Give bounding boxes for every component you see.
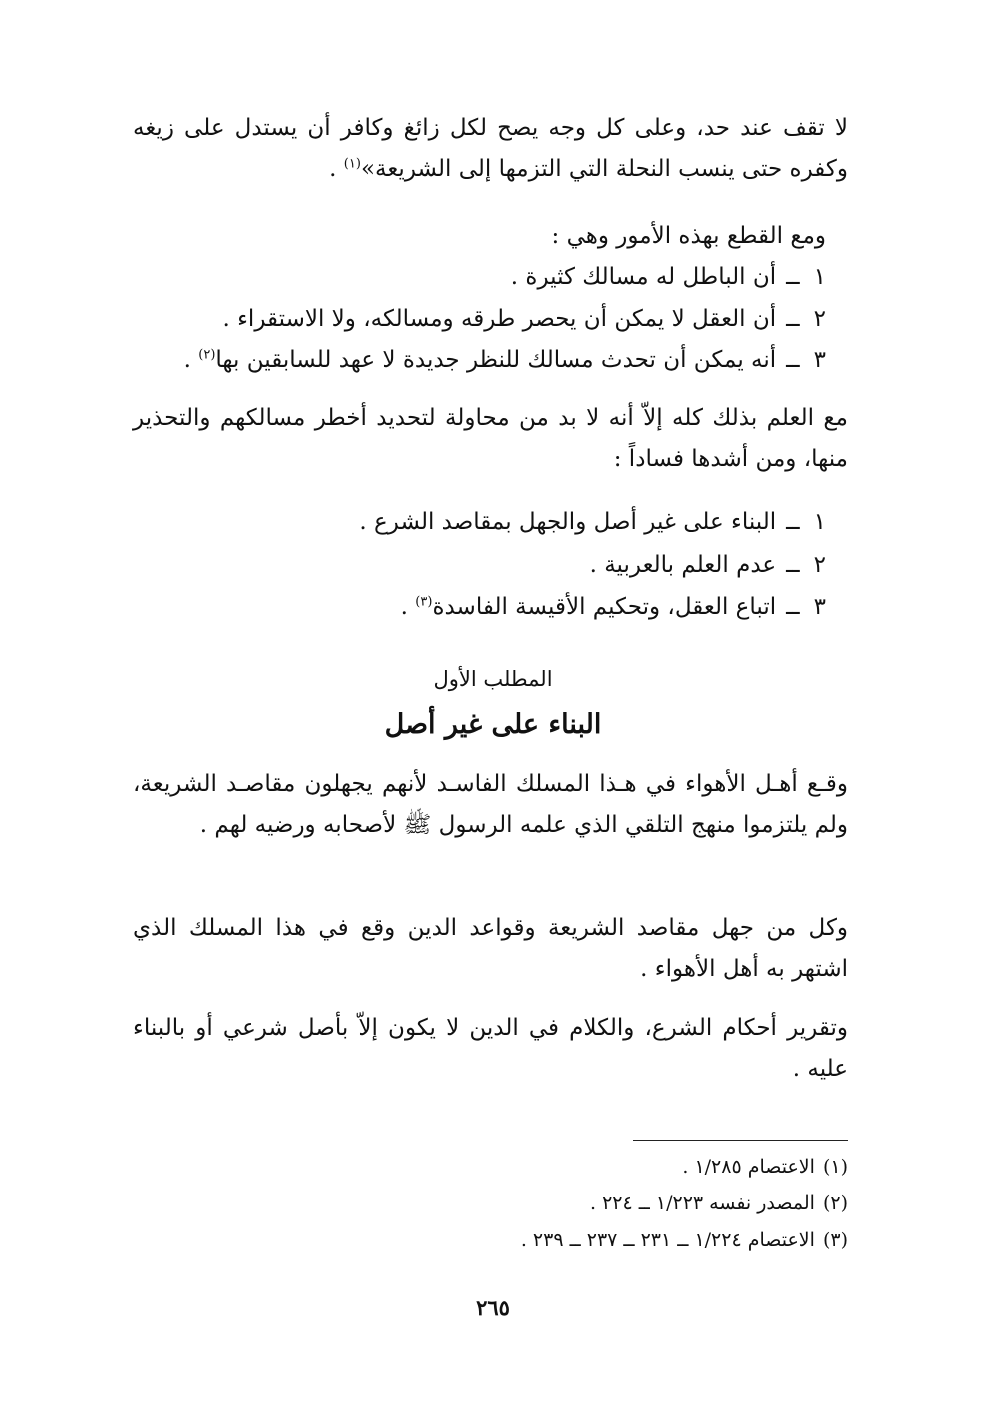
list-dash: ــ [786, 264, 800, 290]
sentence-end: . [329, 156, 337, 182]
list-dash: ــ [786, 509, 800, 535]
footnote-ref: (٣) [415, 594, 433, 610]
paragraph: وكل من جهل مقاصد الشريعة وقواعد الدين وقع في هذا المسلك الذي اشتهر به أهل الأهواء . [133, 915, 848, 982]
footnote [521, 1225, 848, 1255]
list-dash: ــ [786, 594, 800, 620]
section-title: البناء على غير أصل [384, 709, 602, 740]
list-number: ٣ [813, 347, 826, 373]
list-dash: ــ [786, 306, 800, 332]
footnote-number: (٢) [822, 1192, 848, 1214]
page-number: ٢٦٥ [476, 1295, 510, 1320]
paragraph-text: لا تقف عند حد، وعلى كل وجه يصح لكل زائغ وكافر أن يستدل على زيغه وكفره حتى ينسب النحلة التي التزمها إلى الشريعة» [133, 115, 848, 182]
list-text: عدم العلم بالعربية . [589, 552, 777, 578]
sentence-end: . [183, 347, 191, 373]
paragraph: وتقرير أحكام الشرع، والكلام في الدين لا يكون إلاّ بأصل شرعي أو بالبناء عليه . [133, 1015, 848, 1082]
list-text: أنه يمكن أن تحدث مسالك للنظر جديدة لا عهد للسابقين بها [215, 347, 777, 373]
list-number: ١ [813, 264, 826, 290]
paragraph: وقـع أهـل الأهواء في هـذا المسلك الفاسـد لأنهم يجهلون مقاصـد الشريعة، ولم يلتزموا منهج التلقي الذي علمه الرسول ﷺ لأصحابه ورضيه لهم . [133, 771, 848, 838]
list-item [511, 257, 826, 298]
list-text: اتباع العقل، وتحكيم الأقيسة الفاسدة [432, 594, 777, 620]
list-dash: ــ [786, 347, 800, 373]
footnote-text: الاعتصام ١/٢٢٤ ــ ٢٣١ ــ ٢٣٧ ــ ٢٣٩ . [520, 1229, 815, 1251]
footnote [590, 1188, 848, 1218]
list-text: البناء على غير أصل والجهل بمقاصد الشرع . [359, 509, 777, 535]
list-item [359, 502, 826, 543]
list-intro: ومع القطع بهذه الأمور وهي : [551, 223, 826, 249]
footnote-text: الاعتصام ١/٢٨٥ . [682, 1156, 815, 1178]
section-label: المطلب الأول [433, 667, 553, 691]
footnote-ref: (٢) [198, 347, 216, 363]
list-number: ٢ [813, 306, 826, 332]
paragraph-quote-continuation [133, 108, 848, 190]
list-item [223, 299, 827, 340]
list-dash: ــ [786, 552, 800, 578]
footnote [682, 1152, 848, 1182]
list-number: ٢ [813, 552, 826, 578]
footnote-separator [633, 1140, 848, 1141]
list-number: ٣ [813, 594, 826, 620]
footnote-text: المصدر نفسه ١/٢٢٣ ــ ٢٢٤ . [589, 1192, 815, 1214]
list-item [401, 587, 826, 628]
footnote-number: (٣) [822, 1229, 848, 1251]
footnote-ref: (١) [343, 156, 361, 172]
paragraph: مع العلم بذلك كله إلاّ أنه لا بد من محاولة لتحديد أخطر مسالكهم والتحذير منها، ومن أشدها فساداً : [133, 405, 848, 472]
list-number: ١ [813, 509, 826, 535]
list-item [184, 340, 826, 381]
list-text: أن الباطل له مسالك كثيرة . [510, 264, 777, 290]
sentence-end: . [400, 594, 408, 620]
list-text: أن العقل لا يمكن أن يحصر طرقه ومسالكه، ولا الاستقراء . [222, 306, 777, 332]
list-item [590, 545, 826, 586]
footnote-number: (١) [822, 1156, 848, 1178]
